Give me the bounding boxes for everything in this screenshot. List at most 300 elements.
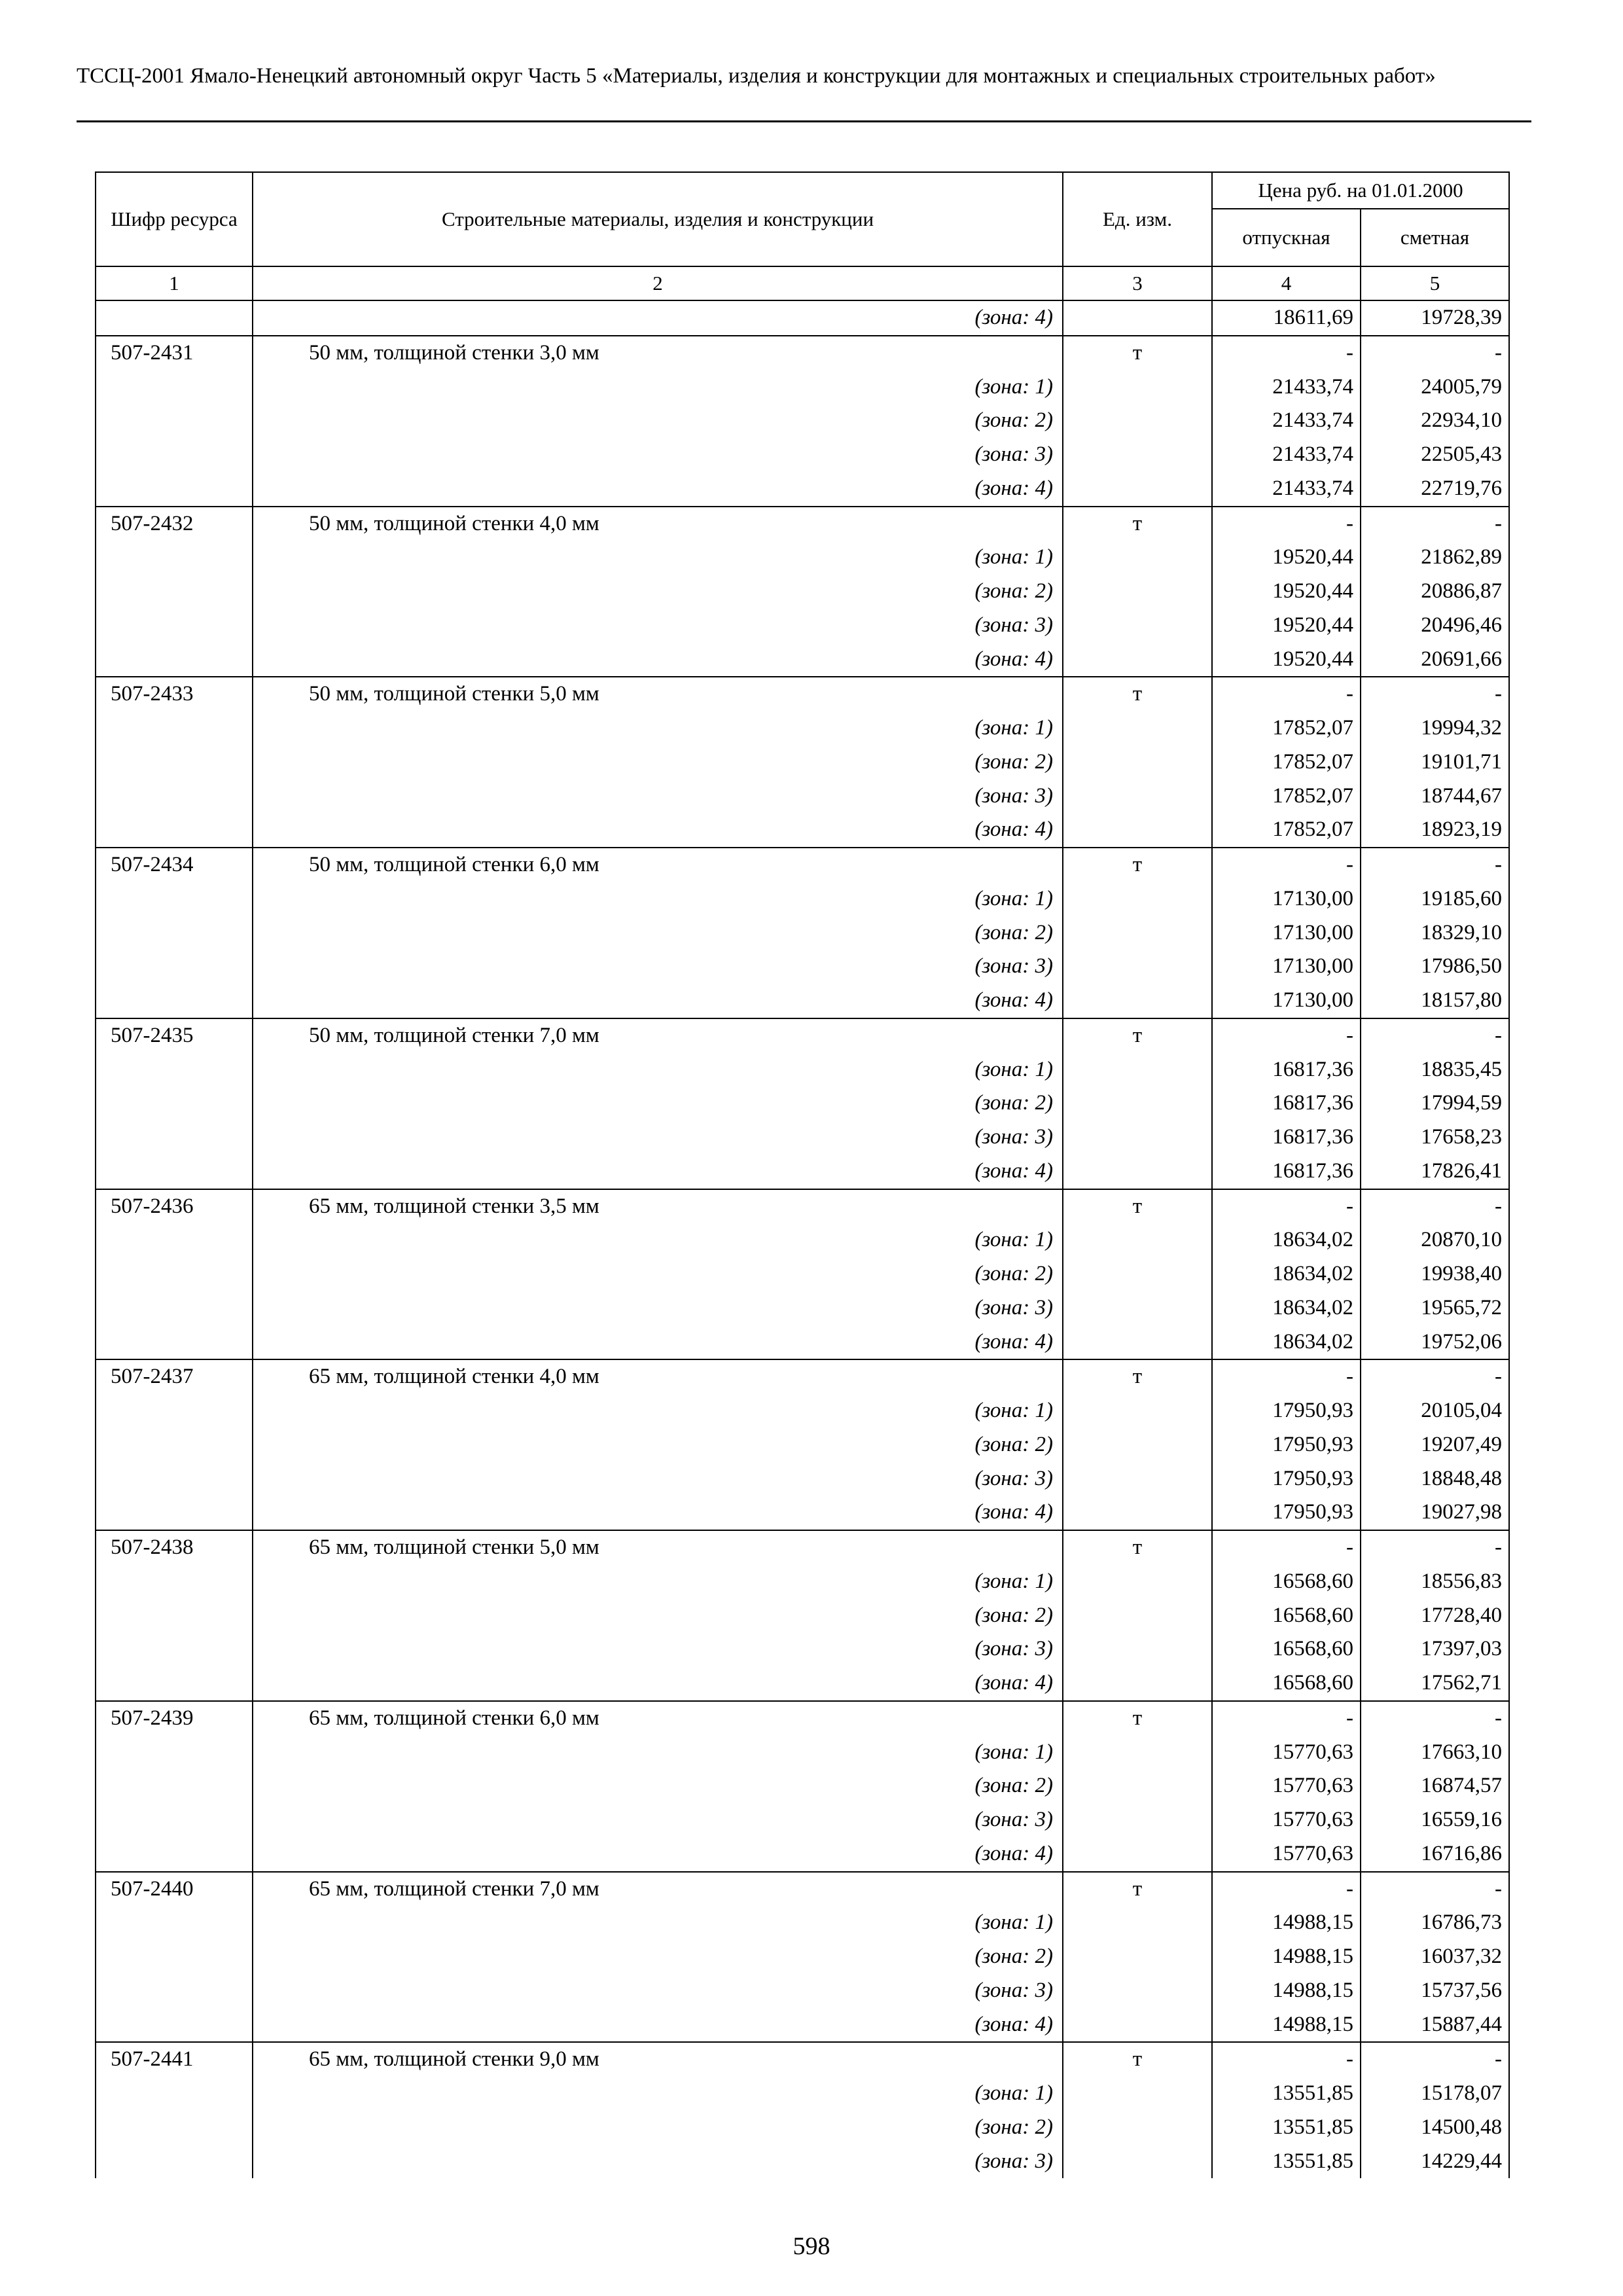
estimate-price: - [1361,336,1509,370]
estimate-price: 18329,10 [1361,916,1509,950]
resource-row [96,336,1509,370]
column-number: 5 [1361,266,1509,300]
unit-cell [1063,1769,1212,1803]
unit-cell [1063,404,1212,438]
estimate-price: - [1361,507,1509,541]
estimate-price: 16874,57 [1361,1769,1509,1803]
release-price: - [1212,1189,1361,1224]
resource-code [96,609,253,643]
estimate-price: 16037,32 [1361,1940,1509,1974]
estimate-price: 19752,06 [1361,1325,1509,1360]
release-price: 21433,74 [1212,404,1361,438]
zone-label: (зона: 4) [253,813,1063,848]
zone-label: (зона: 1) [253,2077,1063,2111]
zone-label: (зона: 1) [253,541,1063,575]
zone-row [96,711,1509,745]
zone-row [96,1121,1509,1155]
release-price: 17130,00 [1212,984,1361,1018]
header-estimate: сметная [1361,209,1509,266]
zone-label: (зона: 1) [253,1053,1063,1087]
zone-row [96,2111,1509,2145]
zone-label: (зона: 3) [253,1121,1063,1155]
estimate-price: 15178,07 [1361,2077,1509,2111]
unit-cell [1063,1565,1212,1599]
zone-label: (зона: 2) [253,916,1063,950]
release-price: 16568,60 [1212,1632,1361,1666]
resource-code: 507-2436 [96,1189,253,1224]
zone-row [96,1155,1509,1189]
resource-code [96,916,253,950]
unit-cell [1063,1462,1212,1496]
header-code: Шифр ресурса [96,172,253,266]
resource-code [96,1291,253,1325]
zone-label: (зона: 2) [253,1428,1063,1462]
unit-cell [1063,1291,1212,1325]
zone-row [96,1906,1509,1940]
estimate-price: 17728,40 [1361,1599,1509,1633]
resource-code [96,370,253,404]
unit-cell [1063,370,1212,404]
unit-cell: т [1063,1359,1212,1394]
zone-label: (зона: 2) [253,1599,1063,1633]
resource-row [96,848,1509,882]
unit-cell [1063,1906,1212,1940]
zone-label: (зона: 3) [253,1291,1063,1325]
header-rule [77,120,1531,122]
release-price: 21433,74 [1212,472,1361,507]
zone-label: (зона: 4) [253,643,1063,677]
zone-row [96,1599,1509,1633]
zone-label: (зона: 3) [253,438,1063,472]
zone-label: (зона: 4) [253,1837,1063,1872]
estimate-price: 18556,83 [1361,1565,1509,1599]
estimate-price: 19101,71 [1361,745,1509,780]
resource-row [96,1701,1509,1736]
unit-cell: т [1063,1189,1212,1224]
estimate-price: 19938,40 [1361,1257,1509,1291]
unit-cell [1063,916,1212,950]
unit-cell: т [1063,848,1212,882]
estimate-price: - [1361,1701,1509,1736]
estimate-price: - [1361,1530,1509,1565]
release-price: 18634,02 [1212,1223,1361,1257]
resource-code [96,1223,253,1257]
zone-label: (зона: 4) [253,300,1063,336]
resource-code [96,1428,253,1462]
estimate-price: 17994,59 [1361,1086,1509,1121]
resource-name: 65 мм, толщиной стенки 6,0 мм [253,1701,1063,1736]
zone-label: (зона: 2) [253,1257,1063,1291]
resource-name: 50 мм, толщиной стенки 5,0 мм [253,677,1063,711]
zone-row [96,1837,1509,1872]
zone-row [96,745,1509,780]
release-price: 15770,63 [1212,1803,1361,1837]
unit-cell [1063,1053,1212,1087]
resource-code: 507-2437 [96,1359,253,1394]
zone-label: (зона: 3) [253,780,1063,814]
zone-row [96,1257,1509,1291]
zone-label: (зона: 3) [253,1974,1063,2008]
zone-label: (зона: 2) [253,2111,1063,2145]
resource-code [96,1837,253,1872]
resource-code [96,2111,253,2145]
unit-cell [1063,745,1212,780]
unit-cell [1063,438,1212,472]
unit-cell: т [1063,1701,1212,1736]
release-price: 17852,07 [1212,711,1361,745]
unit-cell [1063,472,1212,507]
estimate-price: - [1361,1359,1509,1394]
resource-name: 50 мм, толщиной стенки 3,0 мм [253,336,1063,370]
estimate-price: 17986,50 [1361,950,1509,984]
zone-row [96,609,1509,643]
estimate-price: 16716,86 [1361,1837,1509,1872]
estimate-price: 20886,87 [1361,575,1509,609]
zone-row [96,916,1509,950]
zone-row [96,1428,1509,1462]
zone-label: (зона: 3) [253,950,1063,984]
zone-label: (зона: 1) [253,1906,1063,1940]
zone-row [96,1053,1509,1087]
unit-cell: т [1063,677,1212,711]
unit-cell [1063,1666,1212,1701]
resource-code [96,438,253,472]
estimate-price: 20870,10 [1361,1223,1509,1257]
zone-label: (зона: 3) [253,1803,1063,1837]
zone-row [96,370,1509,404]
zone-label: (зона: 1) [253,1736,1063,1770]
estimate-price: 17397,03 [1361,1632,1509,1666]
column-number: 4 [1212,266,1361,300]
header-unit: Ед. изм. [1063,172,1212,266]
unit-cell [1063,575,1212,609]
resource-row [96,507,1509,541]
zone-row [96,1736,1509,1770]
release-price: 19520,44 [1212,609,1361,643]
resource-code: 507-2439 [96,1701,253,1736]
resource-code [96,745,253,780]
resource-code [96,1803,253,1837]
unit-cell [1063,1496,1212,1530]
zone-label: (зона: 4) [253,1666,1063,1701]
column-number: 1 [96,266,253,300]
price-table-container [95,171,1508,2178]
release-price: - [1212,507,1361,541]
estimate-price: 18923,19 [1361,813,1509,848]
release-price: 18634,02 [1212,1291,1361,1325]
resource-name: 65 мм, толщиной стенки 4,0 мм [253,1359,1063,1394]
carry-over-row [96,300,1509,336]
zone-row [96,1666,1509,1701]
estimate-price: - [1361,848,1509,882]
resource-code [96,1496,253,1530]
release-price: 21433,74 [1212,438,1361,472]
resource-name: 50 мм, толщиной стенки 4,0 мм [253,507,1063,541]
unit-cell [1063,1223,1212,1257]
unit-cell [1063,711,1212,745]
estimate-price: 20691,66 [1361,643,1509,677]
zone-label: (зона: 2) [253,1769,1063,1803]
header-release: отпускная [1212,209,1361,266]
resource-code [96,1906,253,1940]
release-price: - [1212,1701,1361,1736]
resource-code [96,575,253,609]
zone-row [96,1325,1509,1360]
resource-code [96,1086,253,1121]
resource-code [96,813,253,848]
zone-row [96,1086,1509,1121]
zone-row [96,1223,1509,1257]
zone-row [96,2008,1509,2043]
price-table [95,171,1510,2178]
estimate-price: 20105,04 [1361,1394,1509,1428]
unit-cell [1063,2145,1212,2179]
unit-cell [1063,1940,1212,1974]
estimate-price: 16786,73 [1361,1906,1509,1940]
zone-row [96,950,1509,984]
estimate-price: - [1361,677,1509,711]
unit-cell [1063,1121,1212,1155]
resource-code [96,2008,253,2043]
estimate-price: 19994,32 [1361,711,1509,745]
resource-code [96,882,253,916]
release-price: 15770,63 [1212,1736,1361,1770]
resource-code [96,472,253,507]
unit-cell [1063,1394,1212,1428]
unit-cell [1063,813,1212,848]
resource-name: 50 мм, толщиной стенки 6,0 мм [253,848,1063,882]
zone-row [96,1462,1509,1496]
estimate-price: 20496,46 [1361,609,1509,643]
unit-cell: т [1063,336,1212,370]
estimate-price: 22719,76 [1361,472,1509,507]
resource-code [96,2077,253,2111]
estimate-price: - [1361,1872,1509,1907]
release-price: 19520,44 [1212,575,1361,609]
zone-label: (зона: 4) [253,472,1063,507]
estimate-price: 19565,72 [1361,1291,1509,1325]
page-number: 598 [793,2233,830,2260]
zone-label: (зона: 2) [253,745,1063,780]
resource-name: 65 мм, толщиной стенки 7,0 мм [253,1872,1063,1907]
unit-cell [1063,1974,1212,2008]
resource-code [96,1462,253,1496]
unit-cell [1063,2077,1212,2111]
release-price: 16817,36 [1212,1155,1361,1189]
zone-row [96,1803,1509,1837]
zone-label: (зона: 4) [253,1155,1063,1189]
zone-row [96,1769,1509,1803]
unit-cell: т [1063,507,1212,541]
release-price: 17130,00 [1212,916,1361,950]
zone-row [96,472,1509,507]
estimate-price: - [1361,2042,1509,2077]
release-price: 17950,93 [1212,1428,1361,1462]
estimate-price: 14500,48 [1361,2111,1509,2145]
release-price: 18634,02 [1212,1325,1361,1360]
zone-label: (зона: 3) [253,2145,1063,2179]
release-price: 17852,07 [1212,813,1361,848]
estimate-price: 17663,10 [1361,1736,1509,1770]
release-price: 18634,02 [1212,1257,1361,1291]
estimate-price: - [1361,1189,1509,1224]
resource-code [96,1974,253,2008]
zone-label: (зона: 4) [253,984,1063,1018]
resource-row [96,1189,1509,1224]
zone-row [96,575,1509,609]
unit-cell [1063,300,1212,336]
unit-cell [1063,984,1212,1018]
resource-code [96,711,253,745]
zone-label: (зона: 2) [253,1086,1063,1121]
zone-row [96,1565,1509,1599]
resource-code [96,1666,253,1701]
resource-code [96,300,253,336]
unit-cell [1063,1599,1212,1633]
release-price: 16568,60 [1212,1666,1361,1701]
resource-code [96,1155,253,1189]
resource-code [96,404,253,438]
resource-name: 50 мм, толщиной стенки 7,0 мм [253,1018,1063,1053]
resource-code [96,1769,253,1803]
zone-row [96,2145,1509,2179]
release-price: 17852,07 [1212,780,1361,814]
release-price: - [1212,1530,1361,1565]
unit-cell [1063,882,1212,916]
release-price: 18611,69 [1212,300,1361,336]
unit-cell [1063,1325,1212,1360]
resource-code [96,2145,253,2179]
release-price: 17950,93 [1212,1462,1361,1496]
resource-code [96,780,253,814]
zone-row [96,1632,1509,1666]
resource-code: 507-2432 [96,507,253,541]
resource-code [96,541,253,575]
running-header: ТССЦ-2001 Ямало-Ненецкий автономный округ Часть 5 «Материалы, изделия и конструкции для монтажных и специальных строительных работ» [77,64,1436,88]
estimate-price: 19027,98 [1361,1496,1509,1530]
resource-row [96,1530,1509,1565]
resource-code [96,643,253,677]
release-price: 14988,15 [1212,2008,1361,2043]
resource-row [96,1359,1509,1394]
estimate-price: 15737,56 [1361,1974,1509,2008]
estimate-price: 18157,80 [1361,984,1509,1018]
estimate-price: 17562,71 [1361,1666,1509,1701]
column-number: 2 [253,266,1063,300]
release-price: 14988,15 [1212,1906,1361,1940]
zone-row [96,780,1509,814]
resource-row [96,1872,1509,1907]
zone-label: (зона: 1) [253,1394,1063,1428]
zone-row [96,1496,1509,1530]
unit-cell [1063,2008,1212,2043]
resource-code [96,1325,253,1360]
release-price: - [1212,1872,1361,1907]
resource-code [96,1599,253,1633]
resource-code: 507-2441 [96,2042,253,2077]
release-price: 16568,60 [1212,1565,1361,1599]
zone-label: (зона: 3) [253,1632,1063,1666]
zone-row [96,984,1509,1018]
zone-label: (зона: 2) [253,404,1063,438]
resource-code [96,1121,253,1155]
estimate-price: 18835,45 [1361,1053,1509,1087]
zone-row [96,813,1509,848]
release-price: 16568,60 [1212,1599,1361,1633]
header-name: Строительные материалы, изделия и конструкции [253,172,1063,266]
release-price: - [1212,336,1361,370]
unit-cell [1063,541,1212,575]
estimate-price: 14229,44 [1361,2145,1509,2179]
release-price: 13551,85 [1212,2077,1361,2111]
zone-label: (зона: 3) [253,1462,1063,1496]
estimate-price: 16559,16 [1361,1803,1509,1837]
estimate-price: 19185,60 [1361,882,1509,916]
release-price: 17130,00 [1212,950,1361,984]
resource-row [96,677,1509,711]
estimate-price: - [1361,1018,1509,1053]
zone-label: (зона: 1) [253,711,1063,745]
unit-cell [1063,780,1212,814]
resource-code [96,1565,253,1599]
resource-code [96,1053,253,1087]
header-price: Цена руб. на 01.01.2000 [1212,172,1509,209]
zone-label: (зона: 4) [253,2008,1063,2043]
release-price: 17950,93 [1212,1394,1361,1428]
column-number: 3 [1063,266,1212,300]
release-price: 13551,85 [1212,2145,1361,2179]
resource-name: 65 мм, толщиной стенки 3,5 мм [253,1189,1063,1224]
estimate-price: 24005,79 [1361,370,1509,404]
estimate-price: 18744,67 [1361,780,1509,814]
zone-row [96,643,1509,677]
unit-cell [1063,1803,1212,1837]
zone-row [96,882,1509,916]
resource-code: 507-2435 [96,1018,253,1053]
zone-row [96,1974,1509,2008]
unit-cell: т [1063,2042,1212,2077]
zone-label: (зона: 2) [253,575,1063,609]
zone-label: (зона: 1) [253,882,1063,916]
zone-label: (зона: 3) [253,609,1063,643]
unit-cell [1063,643,1212,677]
zone-label: (зона: 1) [253,370,1063,404]
resource-code: 507-2433 [96,677,253,711]
zone-label: (зона: 1) [253,1223,1063,1257]
zone-row [96,2077,1509,2111]
resource-row [96,1018,1509,1053]
resource-code [96,1736,253,1770]
estimate-price: 21862,89 [1361,541,1509,575]
resource-code: 507-2431 [96,336,253,370]
resource-code: 507-2440 [96,1872,253,1907]
release-price: 16817,36 [1212,1121,1361,1155]
resource-name: 65 мм, толщиной стенки 9,0 мм [253,2042,1063,2077]
estimate-price: 22505,43 [1361,438,1509,472]
zone-label: (зона: 2) [253,1940,1063,1974]
unit-cell [1063,1837,1212,1872]
release-price: 16817,36 [1212,1086,1361,1121]
zone-label: (зона: 4) [253,1325,1063,1360]
zone-row [96,1940,1509,1974]
zone-row [96,438,1509,472]
unit-cell [1063,1736,1212,1770]
release-price: - [1212,2042,1361,2077]
estimate-price: 17658,23 [1361,1121,1509,1155]
resource-code [96,984,253,1018]
resource-name: 65 мм, толщиной стенки 5,0 мм [253,1530,1063,1565]
resource-code [96,1632,253,1666]
